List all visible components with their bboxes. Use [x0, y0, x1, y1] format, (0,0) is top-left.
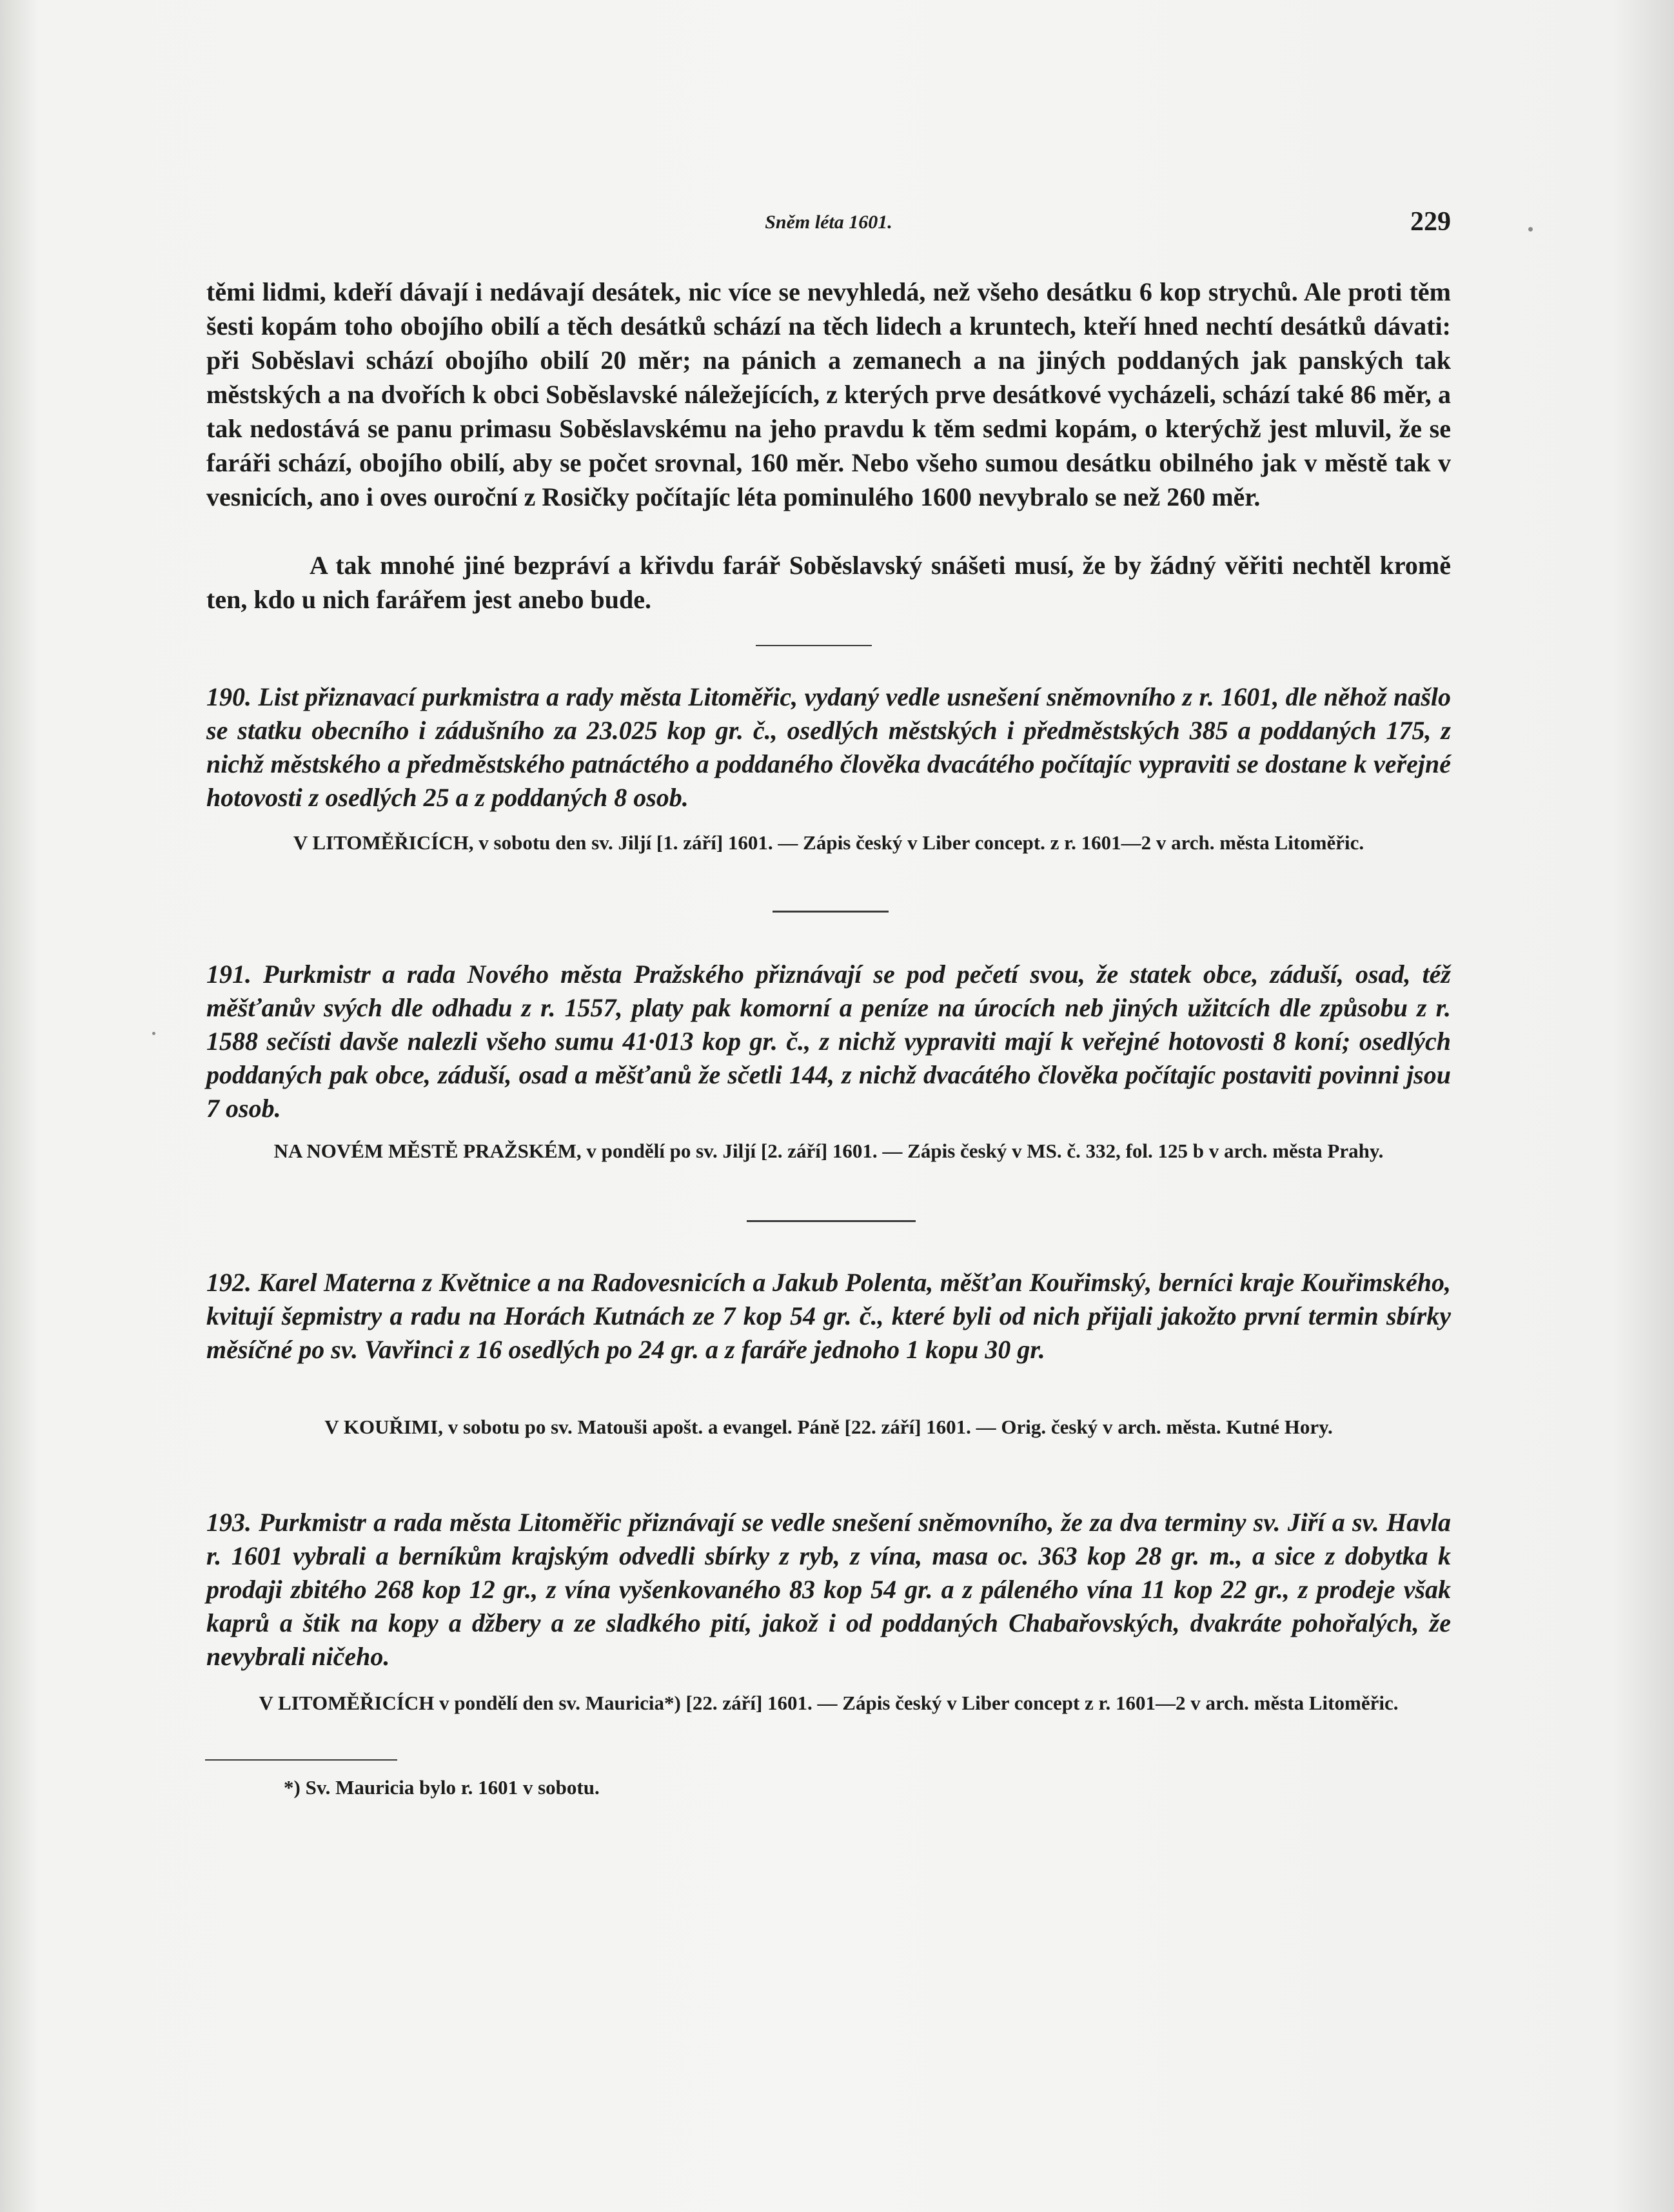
entry-number: 193.: [206, 1508, 251, 1537]
entry-divider: [747, 1220, 916, 1222]
body-paragraph: A tak mnohé jiné bezpráví a křivdu farář Soběslavský snášeti musí, že by žádný věřiti nechtěl kromě ten, kdo u nich farářem jest anebo bude.: [206, 551, 1451, 614]
scan-speck: [152, 1032, 155, 1035]
body-paragraph: těmi lidmi, kdeří dávají i nedávají desátek, nic více se nevyhledá, než všeho desátku 6 kop strychů. Ale proti těm šesti kopám toho obojího obilí a těch desátků schází na těch lidech a kruntech, kteří hned nechtí desátků dávati: při Soběslavi schází obojího obilí 20 měr; na pánich a zemanech a na jiných poddaných jak panských tak městských a na dvořích k obci Soběslavské náležejících, z kterých prve desátkové vycházeli, schází také 86 měr, a tak nedostává se panu primasu Soběslavskému na jeho pravdu k těm sedmi kopám, o kterýchž jest mluvil, že se faráři schází, obojího obilí, aby se počet srovnal, 160 měr. Nebo všeho sumou desátku obilného jak v městě tak v vesnicích, ano i oves ouroční z Rosičky počítajíc léta pominulého 1600 nevybralo se než 260 měr.: [206, 277, 1451, 511]
entry-source: V KOUŘIMI, v sobotu po sv. Matouši apošt. a evangel. Páně [22. září] 1601. — Orig. český v arch. města. Kutné Hory.: [324, 1416, 1333, 1438]
footnote-rule: [205, 1759, 397, 1761]
entry-summary: [206, 680, 1451, 815]
entry-number: 191.: [206, 960, 251, 989]
entry-summary: [206, 1506, 1451, 1674]
entry-summary: [206, 958, 1451, 1125]
running-title: Sněm léta 1601.: [765, 212, 892, 233]
entry-source: V LITOMĚŘICÍCH v pondělí den sv. Mauricia*) [22. září] 1601. — Zápis český v Liber concept z r. 1601—2 v arch. města Litoměřic.: [259, 1692, 1399, 1714]
entry-summary-text: List přiznavací purkmistra a rady města Litoměřic, vydaný vedle usnešení sněmovního z r. 1601, dle něhož našlo se statku obecního i zádušního za 23.025 kop gr. č., osedlých městských i předměstských 385 a poddaných 175, z nichž městského a předměstského patnáctého a poddaného člověka dvacátého počítajíc vypraviti se dostane k veřejné hotovosti z osedlých 25 a z poddaných 8 osob.: [206, 682, 1451, 812]
entry-summary-text: Purkmistr a rada města Litoměřic přiznávají se vedle snešení sněmovního, že za dva terminy sv. Jiří a sv. Havla r. 1601 vybrali a berníkům krajským odvedli sbírky z ryb, z vína, masa oc. 363 kop 28 gr. m., a sice z dobytka k prodaji zbitého 268 kop 12 gr., z vína vyšenkovaného 83 kop 54 gr. a z páleného vína 11 kop 22 gr., z prodeje však kaprů a štik na kopy a džbery a ze sladkého pití, jakož i od poddaných Chabařovských, dvakráte pohořalých, že nevybrali ničeho.: [206, 1508, 1452, 1671]
entry-summary: [206, 1266, 1451, 1367]
entry-divider: [773, 911, 889, 913]
entry-source: V LITOMĚŘICÍCH, v sobotu den sv. Jiljí [1. září] 1601. — Zápis český v Liber concept. z r. 1601—2 v arch. města Litoměřic.: [293, 831, 1364, 854]
section-divider: [756, 645, 872, 646]
entry-summary-text: Karel Materna z Květnice a na Radovesnicích a Jakub Polenta, měšťan Kouřimský, berníci kraje Kouřimského, kvitují šepmistry a radu na Horách Kutnách ze 7 kop 54 gr. č., které byli od nich přijali jakožto první termin sbírky měsíčné po sv. Vavřinci z 16 osedlých po 24 gr. a z faráře jednoho 1 kopu 30 gr.: [206, 1268, 1452, 1364]
page-number: 229: [1410, 207, 1451, 237]
scan-speck: [1528, 227, 1533, 232]
entry-source: NA NOVÉM MĚSTĚ PRAŽSKÉM, v pondělí po sv. Jiljí [2. září] 1601. — Zápis český v MS. č. 332, fol. 125 b v arch. města Prahy.: [273, 1140, 1384, 1162]
entry-number: 192.: [206, 1268, 251, 1297]
page-header: [206, 206, 1451, 245]
footnote: *) Sv. Mauricia bylo r. 1601 v sobotu.: [284, 1776, 600, 1799]
entry-summary-text: Purkmistr a rada Nového města Pražského přiznávají se pod pečetí svou, že statek obce, záduší, osad, též měšťanův svých dle odhadu z r. 1557, platy pak komorní a peníze na úrocích neb jiných užitcích dle způsobu z r. 1588 sečísti davše nalezli všeho sumu 41·013 kop gr. č., z nichž vypraviti mají k veřejné hotovosti 8 koní; osedlých poddaných pak obce, záduší, osad a měšťanů že sčetli 144, z nichž dvacátého člověka počítajíc postaviti povinni jsou 7 osob.: [206, 960, 1451, 1123]
entry-number: 190.: [206, 682, 251, 711]
